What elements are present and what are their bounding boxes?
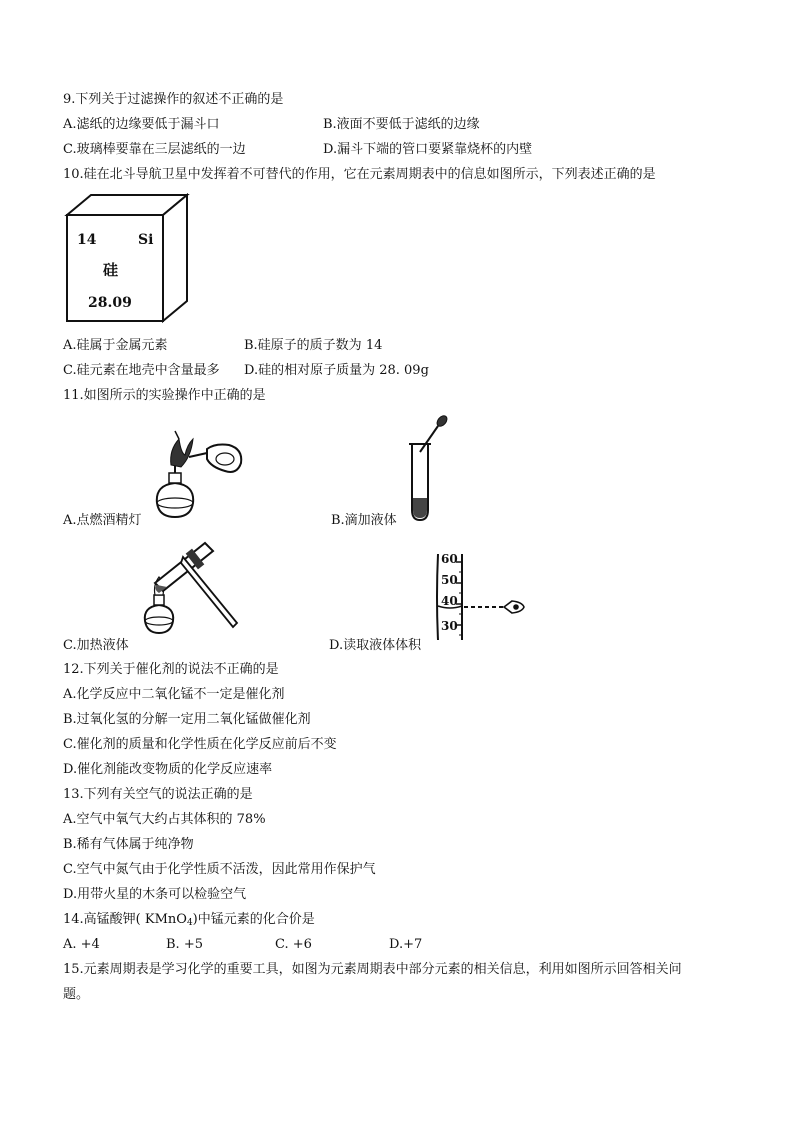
tick-60: 60 [441, 552, 458, 566]
q11-option-b: B.滴加液体 [331, 513, 397, 528]
q9-option-d: D.漏斗下端的管口要紧靠烧杯的内壁 [323, 142, 533, 157]
q14-option-a: A. +4 [63, 937, 100, 952]
q11-option-d: D.读取液体体积 [329, 638, 422, 653]
q13-title: 13.下列有关空气的说法正确的是 [63, 787, 253, 802]
atomic-mass: 28.09 [88, 295, 132, 311]
element-symbol: Si [138, 232, 154, 248]
atomic-number: 14 [77, 232, 97, 248]
q13-option-b: B.稀有气体属于纯净物 [63, 837, 194, 852]
element-name: 硅 [103, 261, 119, 279]
q12-option-a: A.化学反应中二氧化锰不一定是催化剂 [63, 687, 285, 702]
q14-option-d: D.+7 [389, 937, 423, 952]
q11-option-c: C.加热液体 [63, 638, 129, 653]
q15-line2: 题。 [63, 987, 90, 1002]
q11-option-a: A.点燃酒精灯 [63, 513, 142, 528]
q12-option-b: B.过氧化氢的分解一定用二氧化锰做催化剂 [63, 712, 311, 727]
dropper-test-tube-icon [400, 412, 450, 524]
q10-option-a: A.硅属于金属元素 [63, 338, 168, 353]
figure-lighting-lamp [145, 425, 250, 525]
q13-option-a: A.空气中氧气大约占其体积的 78% [63, 812, 266, 827]
tick-40: 40 [441, 594, 458, 608]
tick-30: 30 [441, 619, 458, 633]
heating-test-tube-icon [133, 537, 245, 645]
q13-option-c: C.空气中氮气由于化学性质不活泼，因此常用作保护气 [63, 862, 376, 877]
figure-dropping-liquid [400, 412, 450, 524]
figure-reading-volume [432, 552, 532, 642]
q14-title [63, 911, 315, 932]
q14-title-pre: 14.高锰酸钾( KMnO [63, 912, 187, 927]
silicon-element-cell [63, 193, 193, 325]
q10-title: 10.硅在北斗导航卫星中发挥着不可替代的作用，它在元素周期表中的信息如图所示，下列表述正确的是 [63, 167, 656, 182]
q9-option-b: B.液面不要低于滤纸的边缘 [323, 117, 480, 132]
q14-title-post: )中锰元素的化合价是 [192, 912, 315, 927]
q14-option-c: C. +6 [275, 937, 312, 952]
q9-option-c: C.玻璃棒要靠在三层滤纸的一边 [63, 142, 246, 157]
q14-option-b: B. +5 [166, 937, 203, 952]
tick-50: 50 [441, 573, 458, 587]
q12-option-c: C.催化剂的质量和化学性质在化学反应前后不变 [63, 737, 337, 752]
q13-option-d: D.用带火星的木条可以检验空气 [63, 887, 247, 902]
q11-title: 11.如图所示的实验操作中正确的是 [63, 388, 266, 403]
q10-option-b: B.硅原子的质子数为 14 [244, 338, 383, 353]
figure-heating-liquid [133, 537, 245, 645]
q15-line1: 15.元素周期表是学习化学的重要工具，如图为元素周期表中部分元素的相关信息，利用如图所示回答相关问 [63, 962, 682, 977]
q10-option-c: C.硅元素在地壳中含量最多 [63, 363, 220, 378]
q10-option-d: D.硅的相对原子质量为 28. 09g [244, 363, 429, 378]
q9-option-a: A.滤纸的边缘要低于漏斗口 [63, 117, 220, 132]
q9-title: 9.下列关于过滤操作的叙述不正确的是 [63, 92, 284, 107]
q12-title: 12.下列关于催化剂的说法不正确的是 [63, 662, 279, 677]
q12-option-d: D.催化剂能改变物质的化学反应速率 [63, 762, 273, 777]
q14-title-sub: 4 [186, 918, 193, 928]
alcohol-lamp-to-lamp-icon [145, 425, 250, 525]
